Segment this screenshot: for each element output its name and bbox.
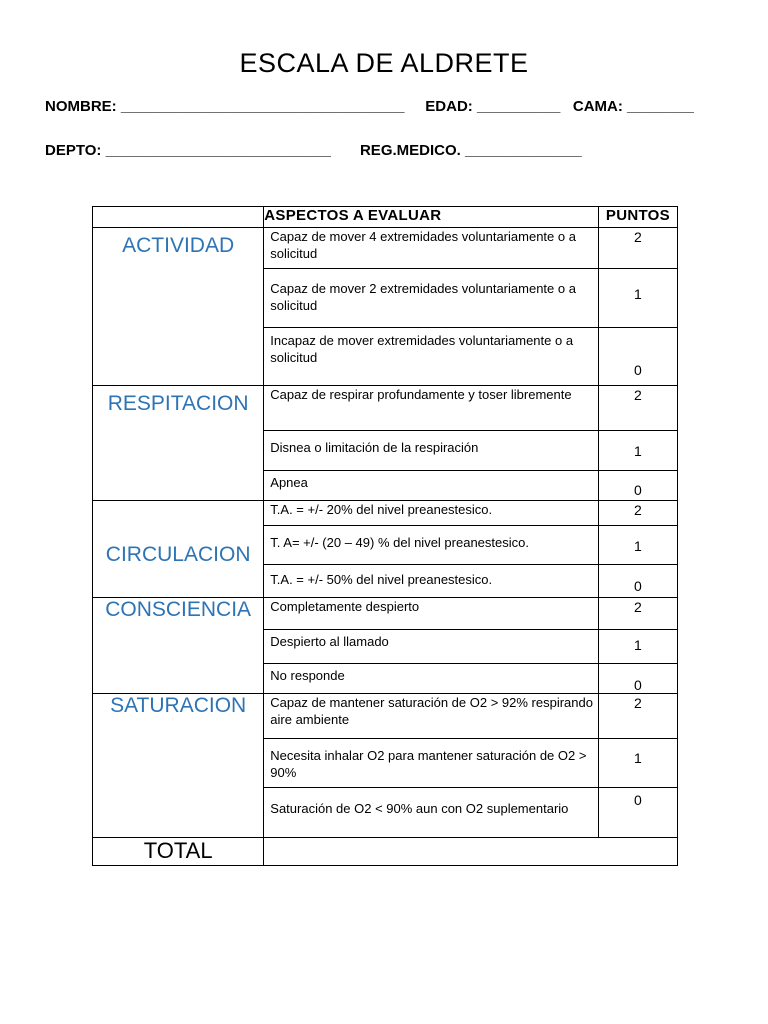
category-circulacion — [93, 501, 264, 598]
aspect-item: Capaz de mover 2 extremidades voluntariamente o a solicitud — [264, 269, 598, 328]
aspect-item: Despierto al llamado — [264, 630, 598, 664]
aspect-item: Capaz de mantener saturación de O2 > 92% respirando aire ambiente — [264, 694, 598, 739]
points-value: 0 — [634, 677, 642, 693]
patient-info-line: NOMBRE: __________________________________ EDAD: __________ CAMA: ________ — [45, 98, 694, 115]
points-cell — [598, 228, 677, 386]
category-consciencia — [93, 598, 264, 694]
points-value: 2 — [599, 598, 677, 630]
points-value: 2 — [599, 228, 677, 269]
aspects-cell — [264, 228, 599, 386]
total-label: TOTAL — [93, 838, 264, 866]
category-row-respitacion — [93, 386, 678, 501]
points-value: 0 — [634, 482, 642, 498]
category-label: SATURACION — [110, 694, 247, 717]
aldrete-score-table — [92, 206, 678, 866]
category-respitacion — [93, 386, 264, 501]
aspect-item: No responde — [270, 668, 345, 683]
aspects-cell — [264, 598, 599, 694]
points-header: PUNTOS — [598, 207, 677, 228]
points-value: 2 — [599, 501, 677, 526]
department-info-line: DEPTO: ___________________________ REG.MEDICO. ______________ — [45, 142, 582, 159]
aspect-item: Capaz de mover 4 extremidades voluntariamente o a solicitud — [264, 228, 598, 269]
category-label: ACTIVIDAD — [122, 234, 235, 257]
points-value: 2 — [599, 694, 677, 739]
aspect-item: T.A. = +/- 50% del nivel preanestesico. — [270, 572, 493, 587]
aspects-cell — [264, 501, 599, 598]
aspect-item: Incapaz de mover extremidades voluntariamente o a solicitud — [270, 333, 574, 365]
points-value: 1 — [599, 739, 677, 788]
points-value: 2 — [599, 386, 677, 431]
aspect-item: Disnea o limitación de la respiración — [264, 431, 598, 471]
aspect-item: Completamente despierto — [264, 598, 598, 630]
points-cell — [598, 501, 677, 598]
aspect-item: Saturación de O2 < 90% aun con O2 suplementario — [270, 801, 569, 816]
table-header-row — [93, 207, 678, 228]
aspect-item: T. A= +/- (20 – 49) % del nivel preanestesico. — [264, 526, 598, 565]
points-cell — [598, 386, 677, 501]
points-value: 1 — [599, 526, 677, 565]
category-label: CIRCULACION — [105, 543, 251, 566]
points-value: 1 — [599, 630, 677, 664]
aspects-header: ASPECTOS A EVALUAR — [264, 207, 599, 228]
category-row-actividad — [93, 228, 678, 386]
aspects-cell — [264, 694, 599, 838]
points-value: 1 — [599, 431, 677, 471]
category-row-consciencia — [93, 598, 678, 694]
category-row-circulacion — [93, 501, 678, 598]
category-row-saturacion — [93, 694, 678, 838]
aspect-item: Apnea — [270, 475, 308, 490]
total-value-cell[interactable] — [264, 838, 678, 866]
aspects-cell — [264, 386, 599, 501]
total-row — [93, 838, 678, 866]
category-actividad — [93, 228, 264, 386]
points-value: 1 — [599, 269, 677, 328]
points-cell — [598, 694, 677, 838]
points-value: 0 — [634, 578, 642, 594]
category-saturacion — [93, 694, 264, 838]
aspect-item: Capaz de respirar profundamente y toser libremente — [264, 386, 598, 431]
page-title: ESCALA DE ALDRETE — [239, 48, 529, 78]
category-label: CONSCIENCIA — [105, 598, 252, 621]
points-cell — [598, 598, 677, 694]
aspect-item: T.A. = +/- 20% del nivel preanestesico. — [264, 501, 598, 526]
aspect-item: Necesita inhalar O2 para mantener saturación de O2 > 90% — [264, 739, 598, 788]
category-label: RESPITACION — [107, 392, 249, 415]
category-header — [93, 207, 264, 228]
points-value: 0 — [634, 362, 642, 378]
points-value: 0 — [634, 792, 642, 808]
